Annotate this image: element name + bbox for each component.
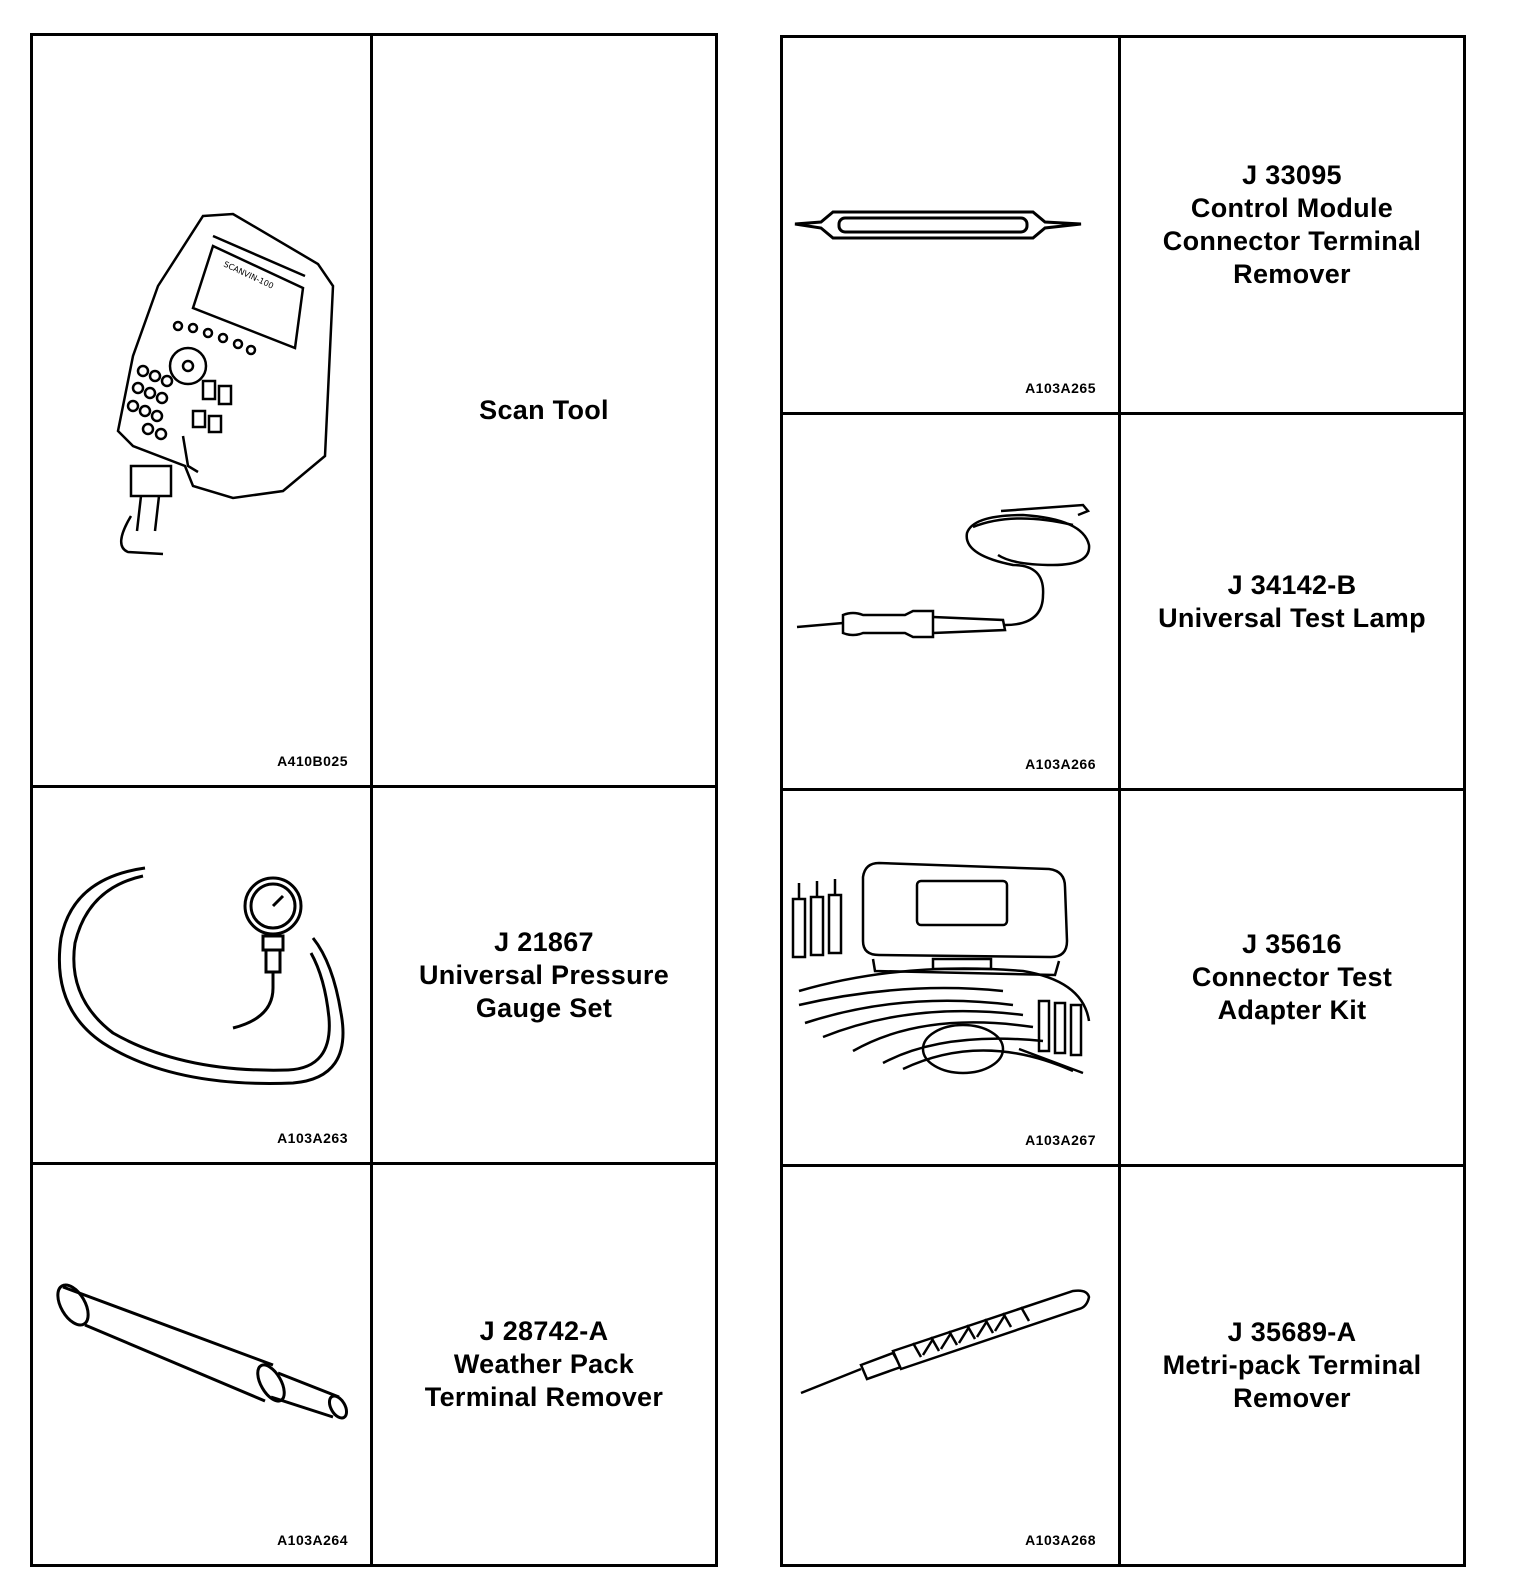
tool-row-j35689a xyxy=(783,1167,1463,1564)
tool-name: J 33095 Control Module Connector Terminal Remover xyxy=(1162,160,1422,289)
tool-name: J 28742-A Weather Pack Terminal Remover xyxy=(424,1316,664,1412)
tool-image-cell xyxy=(33,1165,373,1564)
right-tool-table xyxy=(780,35,1466,1567)
tool-row-scan-tool xyxy=(33,36,715,788)
figure-code: A103A266 xyxy=(1025,756,1096,772)
metri-pack-remover-icon xyxy=(783,1167,1121,1564)
tool-image-cell xyxy=(783,38,1121,412)
scan-tool-icon xyxy=(33,36,373,788)
adapter-kit-icon xyxy=(783,791,1121,1167)
tool-name-cell xyxy=(373,788,715,1162)
terminal-remover-tube-icon xyxy=(33,1165,373,1564)
tool-name-cell xyxy=(1121,1167,1463,1564)
tool-name: Scan Tool xyxy=(479,395,609,425)
tool-image-cell xyxy=(33,36,373,785)
terminal-remover-pick-icon xyxy=(783,38,1121,415)
tool-name-cell xyxy=(373,1165,715,1564)
figure-code: A103A263 xyxy=(277,1130,348,1146)
tool-row-j21867 xyxy=(33,788,715,1165)
tool-name: J 21867 Universal Pressure Gauge Set xyxy=(418,926,670,1023)
tool-image-cell xyxy=(33,788,373,1162)
figure-code: A410B025 xyxy=(277,753,348,769)
pressure-gauge-icon xyxy=(33,788,373,1165)
figure-code: A103A264 xyxy=(277,1532,348,1548)
tool-name-cell xyxy=(1121,415,1463,788)
tool-name: J 34142-B Universal Test Lamp xyxy=(1158,569,1426,633)
tool-row-j28742a xyxy=(33,1165,715,1564)
figure-code: A103A265 xyxy=(1025,380,1096,396)
tool-row-j34142b xyxy=(783,415,1463,791)
left-tool-table xyxy=(30,33,718,1567)
tool-name: J 35689-A Metri-pack Terminal Remover xyxy=(1162,1317,1422,1413)
tool-image-cell xyxy=(783,791,1121,1164)
tool-name-cell xyxy=(1121,38,1463,412)
tool-name-cell xyxy=(373,36,715,785)
figure-code: A103A268 xyxy=(1025,1532,1096,1548)
test-lamp-icon xyxy=(783,415,1121,791)
tool-name: J 35616 Connector Test Adapter Kit xyxy=(1191,929,1393,1025)
tool-row-j33095 xyxy=(783,38,1463,415)
tool-name-cell xyxy=(1121,791,1463,1164)
tool-row-j35616 xyxy=(783,791,1463,1167)
tool-image-cell xyxy=(783,415,1121,788)
svg-text:SCANVIN-100: SCANVIN-100 xyxy=(222,259,275,291)
figure-code: A103A267 xyxy=(1025,1132,1096,1148)
tool-image-cell xyxy=(783,1167,1121,1564)
